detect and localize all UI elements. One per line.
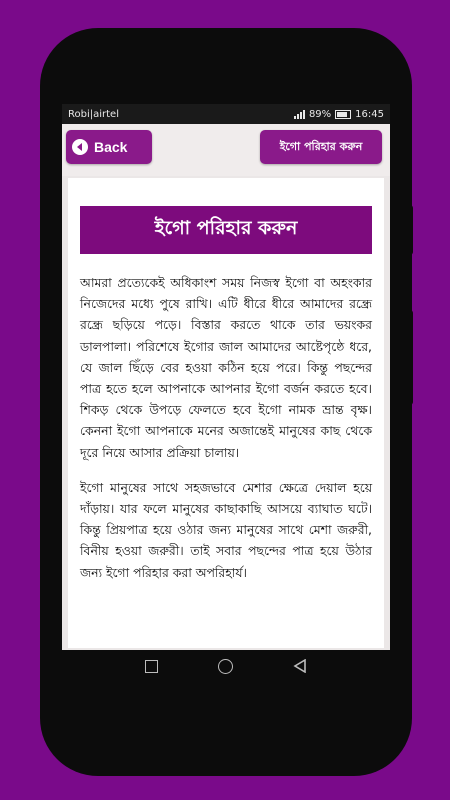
article-card bbox=[68, 178, 384, 648]
back-label: Back bbox=[94, 139, 128, 155]
article-paragraph: ইগো মানুষের সাথে সহজভাবে মেশার ক্ষেত্রে দেয়াল হয়ে দাঁড়ায়। যার ফলে মানুষের কাছাকাছি আসয়ে ব্যাঘাত ঘটে। কিন্তু প্রিয়পাত্র হয়ে ওঠার জন্য মানুষের সাথে মেশা জরুরী, বিনীয় হওয়া জরুরী। তাই সবার পছন্দের পাত্র হয়ে উঠার জন্য ইগো পরিহার করা অপরিহার্য। bbox=[80, 479, 372, 580]
content-area[interactable] bbox=[62, 176, 390, 650]
navigation-bar bbox=[62, 650, 390, 682]
article-heading: ইগো পরিহার করুন bbox=[80, 206, 372, 254]
square-icon[interactable] bbox=[145, 660, 158, 673]
app-toolbar bbox=[62, 124, 390, 176]
title-label: ইগো পরিহার করুন bbox=[279, 139, 363, 153]
title-button[interactable] bbox=[260, 130, 382, 164]
arrow-left-icon bbox=[72, 139, 88, 155]
clock: 16:45 bbox=[355, 108, 384, 120]
article-paragraph: আমরা প্রত্যেকেই অধিকাংশ সময় নিজস্ব ইগো বা অহংকার নিজেদের মধ্যে পুষে রাখি। এটি ধীরে ধীরে আমাদের রন্ধ্রে রন্ধ্রে ছড়িয়ে পড়ে। বিস্তার করতে থাকে তার ভয়ংকর ডালপালা। পরিশেষে ইগোর জাল আমাদের আষ্টেপৃষ্ঠে ধরে, যে জাল ছিঁড়ে বের হওয়া কঠিন হয়ে পরে। কিন্তু পছন্দের পাত্র হতে হলে আপনাকে আপনার ইগো বর্জন করতে হবে। শিকড় থেকে উপড়ে ফেলতে হবে ইগো নামক ভ্রান্ত বৃক্ষ। কেননা ইগো আপনাকে মনের অজান্তেই মানুষের কাছ থেকে দূরে নিয়ে আসার প্রক্রিয়া চালায়। bbox=[80, 275, 372, 460]
signal-icon bbox=[294, 110, 305, 119]
phone-side-button bbox=[405, 205, 413, 255]
carrier-label: Robi|airtel bbox=[68, 108, 119, 120]
battery-icon bbox=[335, 110, 351, 119]
triangle-back-icon[interactable] bbox=[293, 659, 307, 673]
circle-icon[interactable] bbox=[218, 659, 233, 674]
battery-percent: 89% bbox=[308, 108, 332, 120]
status-indicators bbox=[294, 109, 384, 120]
screen bbox=[62, 104, 390, 650]
back-button[interactable] bbox=[66, 130, 152, 164]
status-bar bbox=[62, 104, 390, 124]
phone-side-button bbox=[405, 310, 413, 405]
